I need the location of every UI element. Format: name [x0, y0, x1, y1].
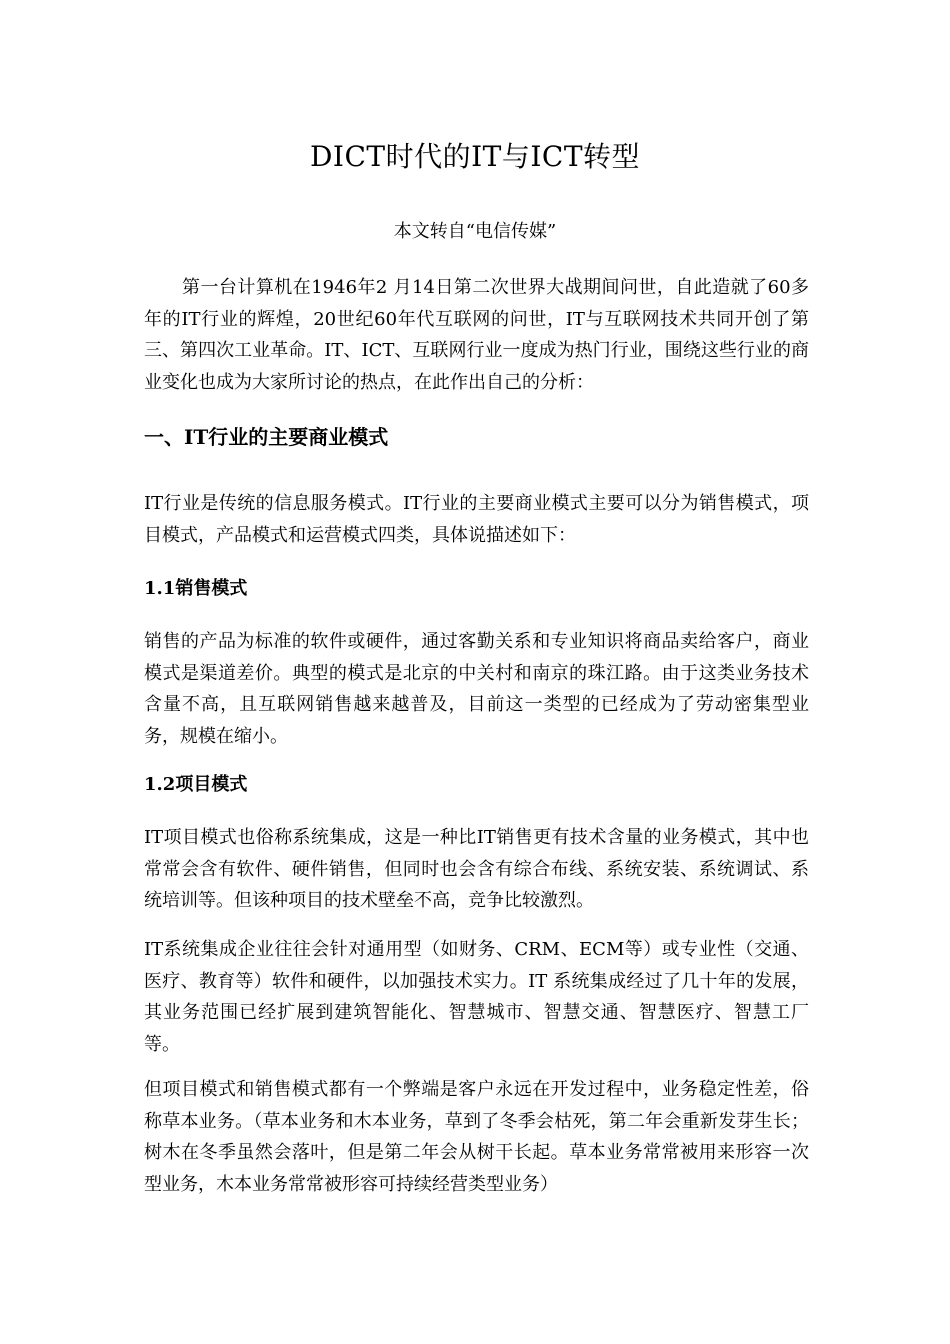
- document-source: 本文转自“电信传媒”: [393, 221, 557, 242]
- section-1-paragraph: IT行业是传统的信息服务模式。IT行业的主要商业模式主要可以分为销售模式，项目模式，产品模式和运营模式四类，具体说描述如下：: [144, 493, 809, 546]
- section-heading-1: 一、IT行业的主要商业模式: [144, 425, 389, 449]
- subsection-heading-1-1: 1.1销售模式: [144, 578, 248, 599]
- subsection-1-1-paragraph: 销售的产品为标准的软件或硬件，通过客勤关系和专业知识将商品卖给客户，商业模式是渠道差价。典型的模式是北京的中关村和南京的珠江路。由于这类业务技术含量不高，且互联网销售越来越普及，目前这一类型的已经成为了劳动密集型业务，规模在缩小。: [144, 631, 809, 747]
- subsection-1-2-paragraph-1: IT项目模式也俗称系统集成，这是一种比IT销售更有技术含量的业务模式，其中也常常会含有软件、硬件销售，但同时也会含有综合布线、系统安装、系统调试、系统培训等。但该种项目的技术壁垒不高，竞争比较激烈。: [144, 827, 809, 911]
- subsection-1-2-paragraph-2: IT系统集成企业往往会针对通用型（如财务、CRM、ECM等）或专业性（交通、医疗、教育等）软件和硬件，以加强技术实力。IT 系统集成经过了几十年的发展，其业务范围已经扩展到建筑智能化、智慧城市、智慧交通、智慧医疗、智慧工厂等。: [144, 939, 809, 1055]
- intro-paragraph: 第一台计算机在1946年2 月14日第二次世界大战期间问世，自此造就了60多年的IT行业的辉煌，20世纪60年代互联网的问世，IT与互联网技术共同开创了第三、第四次工业革命。IT、ICT、互联网行业一度成为热门行业，围绕这些行业的商业变化也成为大家所讨论的热点，在此作出自己的分析：: [144, 277, 809, 393]
- subsection-heading-1-2: 1.2项目模式: [144, 774, 248, 795]
- subsection-1-2-paragraph-3: 但项目模式和销售模式都有一个弊端是客户永远在开发过程中，业务稳定性差，俗称草本业务。（草本业务和木本业务，草到了冬季会枯死，第二年会重新发芽生长；树木在冬季虽然会落叶，但是第二年会从树干长起。草本业务常常被用来形容一次型业务，木本业务常常被形容可持续经营类型业务）: [144, 1079, 809, 1195]
- document-title: DICT时代的IT与ICT转型: [309, 140, 640, 173]
